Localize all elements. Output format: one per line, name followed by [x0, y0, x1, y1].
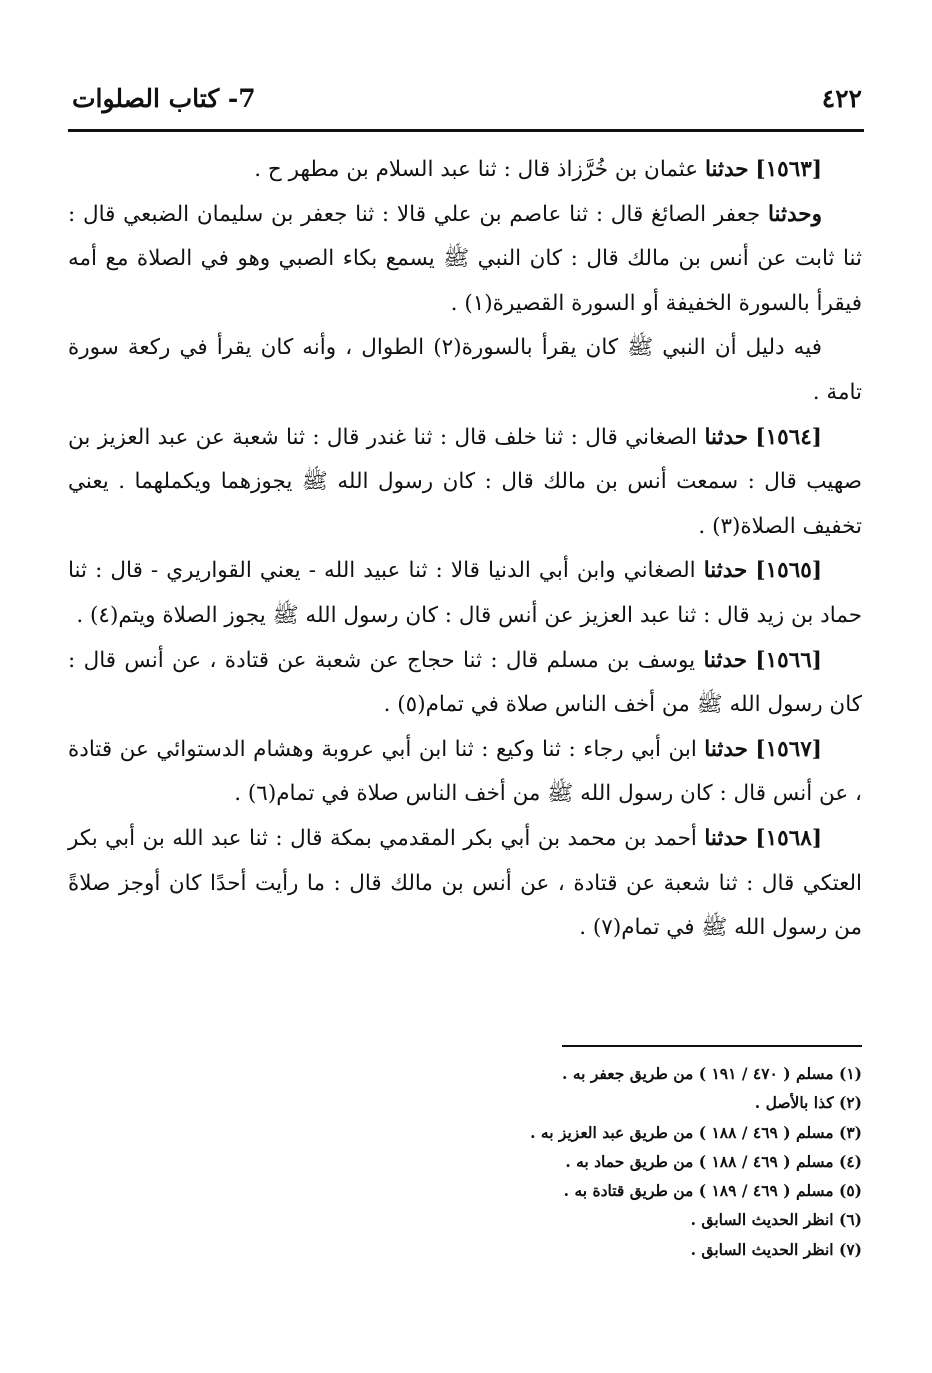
main-text [68, 148, 862, 951]
hadith-text: يوسف بن مسلم قال : ثنا حجاج عن شعبة عن قتادة ، عن أنس قال : كان رسول الله ﷺ من أخف الناس صلاة في تمام(٥) . [68, 647, 862, 718]
footnotes [68, 1059, 862, 1264]
hadith-number: [١٥٦٤] [755, 424, 822, 450]
footnote-7: (٧) انظر الحديث السابق . [690, 1239, 862, 1259]
commentary-paragraph [68, 326, 862, 415]
header-divider [68, 129, 864, 132]
hadith-label: حدثنا [704, 157, 749, 182]
hadith-number: [١٥٦٨] [755, 825, 822, 851]
hadith-1568 [68, 817, 862, 951]
commentary-text: فيه دليل أن النبي ﷺ كان يقرأ بالسورة(٢) الطوال ، وأنه كان يقرأ في ركعة سورة تامة . [68, 335, 862, 405]
hadith-1564 [68, 416, 862, 550]
footnote-6: (٦) انظر الحديث السابق . [690, 1210, 862, 1230]
hadith-text: الصغاني قال : ثنا خلف قال : ثنا غندر قال : ثنا شعبة عن عبد العزيز بن صهيب قال : سمعت أنس بن مالك قال : كان رسول الله ﷺ يجوزهما ويكملهما . يعني تخفيف الصلاة(٣) . [68, 424, 862, 539]
hadith-text: الصغاني وابن أبي الدنيا قالا : ثنا عبيد الله - يعني القواريري - قال : ثنا حماد بن زيد قال : ثنا عبد العزيز عن أنس قال : كان رسول الله ﷺ يجوز الصلاة ويتم(٤) . [68, 558, 862, 628]
hadith-label: وحدثنا [768, 201, 822, 227]
hadith-1563 [68, 148, 862, 193]
footnote-2: (٢) كذا بالأصل . [754, 1093, 862, 1113]
hadith-text: جعفر الصائغ قال : ثنا عاصم بن علي قالا : ثنا جعفر بن سليمان الضبعي قال : ثنا ثابت عن أنس بن مالك قال : كان النبي ﷺ يسمع بكاء الصبي وهو في الصلاة مع أمه فيقرأ بالسورة الخفيفة أو السورة القصيرة(١) . [68, 201, 862, 316]
hadith-text: أحمد بن محمد بن أبي بكر المقدمي بمكة قال : ثنا عبد الله بن أبي بكر العتكي قال : ثنا شعبة عن قتادة ، عن أنس بن مالك قال : ما رأيت أحدًا كان أوجز صلاةً من رسول الله ﷺ في تمام(٧) . [68, 825, 862, 941]
footnote-3: (٣) مسلم ( ٤٦٩ / ١٨٨ ) من طريق عبد العزيز به . [530, 1122, 862, 1142]
page-header [72, 78, 862, 118]
footnote-1: (١) مسلم ( ٤٧٠ / ١٩١ ) من طريق جعفر به . [562, 1064, 862, 1083]
hadith-label: حدثنا [704, 736, 748, 762]
hadith-label: حدثنا [704, 825, 748, 851]
page-number: ٤٢٢ [821, 83, 862, 113]
hadith-number: [١٥٦٥] [755, 558, 822, 584]
footnote-5: (٥) مسلم ( ٤٦٩ / ١٨٩ ) من طريق قتادة به . [563, 1181, 862, 1201]
hadith-number: [١٥٦٧] [755, 736, 822, 762]
hadith-1565 [68, 549, 862, 638]
hadith-1567 [68, 728, 862, 817]
footnote-divider [562, 1045, 862, 1047]
hadith-number: [١٥٦٦] [755, 647, 822, 673]
hadith-label: حدثنا [704, 424, 749, 450]
hadith-1563-chain-2 [68, 193, 862, 327]
hadith-label: حدثنا [703, 558, 748, 584]
footnote-4: (٤) مسلم ( ٤٦٩ / ١٨٨ ) من طريق حماد به . [565, 1151, 862, 1171]
hadith-1566 [68, 639, 862, 728]
hadith-number: [١٥٦٣] [755, 157, 822, 182]
hadith-label: حدثنا [703, 647, 748, 673]
chapter-title: 7- كتاب الصلوات [72, 83, 256, 113]
hadith-text: ابن أبي رجاء : ثنا وكيع : ثنا ابن أبي عروبة وهشام الدستوائي عن قتادة ، عن أنس قال : كان رسول الله ﷺ من أخف الناس صلاة في تمام(٦) . [68, 736, 862, 807]
hadith-text: عثمان بن خُرَّزاذ قال : ثنا عبد السلام بن مطهر ح . [254, 157, 699, 182]
